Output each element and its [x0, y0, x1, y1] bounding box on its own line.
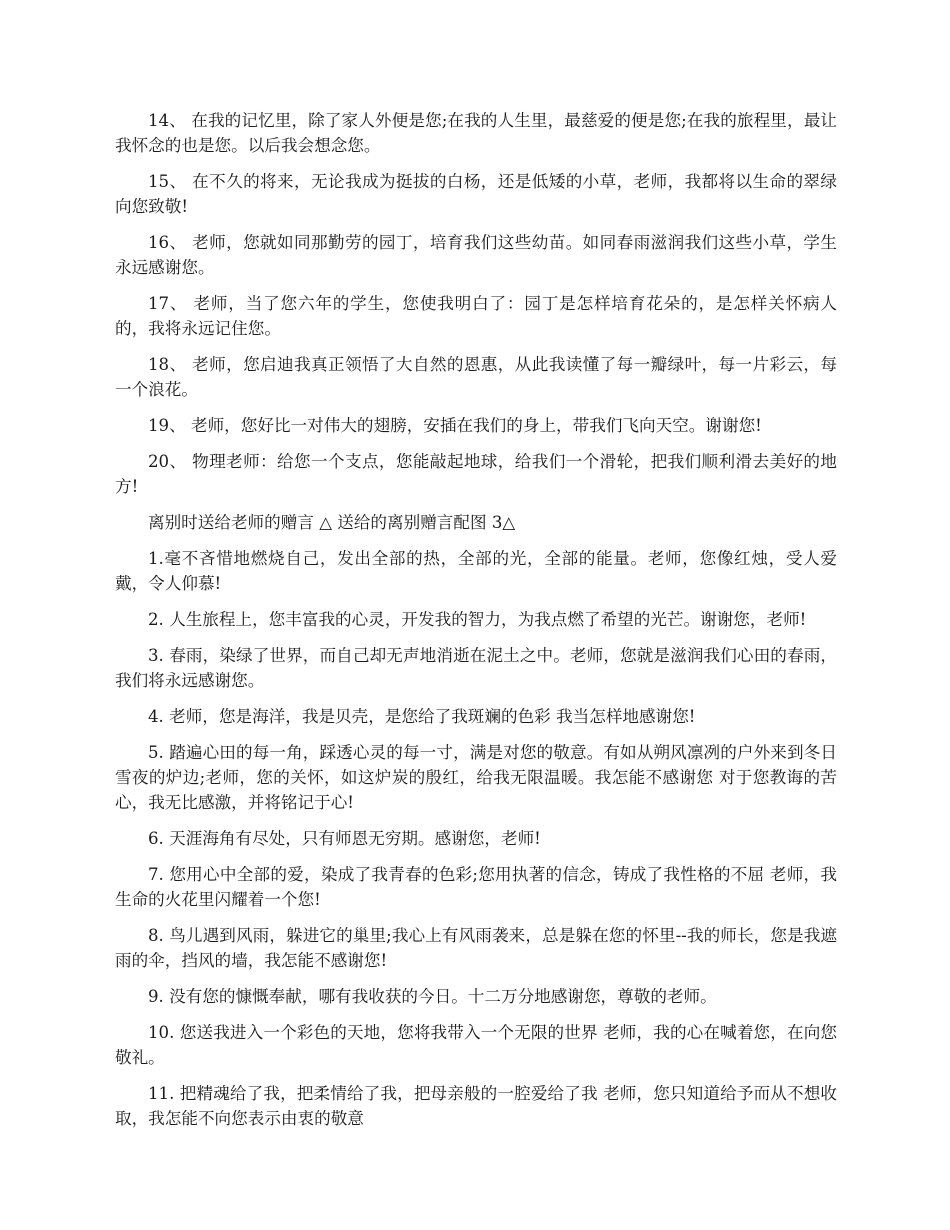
paragraph-15: 15、 在不久的将来，无论我成为挺拔的白杨，还是低矮的小草，老师，我都将以生命的翠绿向您致敬!	[115, 172, 837, 216]
paragraph-20: 20、 物理老师：给您一个支点，您能敲起地球，给我们一个滑轮，把我们顺利滑去美好的地方!	[115, 452, 837, 496]
paragraph-3: 3. 春雨，染绿了世界，而自己却无声地消逝在泥土之中。老师，您就是滋润我们心田的春雨，我们将永远感谢您。	[115, 646, 837, 690]
paragraph-1: 1.毫不吝惜地燃烧自己，发出全部的热，全部的光，全部的能量。老师，您像红烛，受人爱戴，令人仰慕!	[115, 549, 837, 593]
paragraph-7: 7. 您用心中全部的爱，染成了我青春的色彩;您用执著的信念，铸成了我性格的不屈 老师，我生命的火花里闪耀着一个您!	[115, 865, 837, 909]
paragraph-11: 11. 把精魂给了我，把柔情给了我，把母亲般的一腔爱给了我 老师，您只知道给予而从不想收取，我怎能不向您表示由衷的敬意	[115, 1084, 837, 1128]
document-page	[115, 108, 837, 1142]
paragraph-10: 10. 您送我进入一个彩色的天地，您将我带入一个无限的世界 老师，我的心在喊着您，在向您敬礼。	[115, 1023, 837, 1067]
paragraph-18: 18、 老师，您启迪我真正领悟了大自然的恩惠，从此我读懂了每一瓣绿叶，每一片彩云，每一个浪花。	[115, 355, 837, 399]
paragraph-19: 19、 老师，您好比一对伟大的翅膀，安插在我们的身上，带我们飞向天空。谢谢您!	[148, 416, 762, 435]
paragraph-14: 14、 在我的记忆里，除了家人外便是您;在我的人生里，最慈爱的便是您;在我的旅程里，最让我怀念的也是您。以后我会想念您。	[115, 111, 837, 155]
paragraph-5: 5. 踏遍心田的每一角，踩透心灵的每一寸，满是对您的敬意。有如从朔风凛冽的户外来到冬日雪夜的炉边;老师，您的关怀，如这炉炭的殷红，给我无限温暖。我怎能不感谢您 对于您教诲的苦心，我无比感激，并将铭记于心!	[115, 743, 837, 812]
paragraph-17: 17、 老师，当了您六年的学生，您使我明白了：园丁是怎样培育花朵的，是怎样关怀病人的，我将永远记住您。	[115, 294, 837, 338]
paragraph-8: 8. 鸟儿遇到风雨，躲进它的巢里;我心上有风雨袭来，总是躲在您的怀里--我的师长，您是我遮雨的伞，挡风的墙，我怎能不感谢您!	[115, 926, 837, 970]
paragraph-4: 4. 老师，您是海洋，我是贝壳，是您给了我斑斓的色彩 我当怎样地感谢您!	[148, 707, 696, 726]
section-heading: 离别时送给老师的赠言 △ 送给的离别赠言配图 3△	[148, 513, 516, 532]
paragraph-2: 2. 人生旅程上，您丰富我的心灵，开发我的智力，为我点燃了希望的光芒。谢谢您，老师!	[148, 610, 807, 629]
paragraph-16: 16、 老师，您就如同那勤劳的园丁，培育我们这些幼苗。如同春雨滋润我们这些小草，学生永远感谢您。	[115, 233, 837, 277]
paragraph-9: 9. 没有您的慷慨奉献，哪有我收获的今日。十二万分地感谢您，尊敬的老师。	[148, 987, 717, 1006]
paragraph-6: 6. 天涯海角有尽处，只有师恩无穷期。感谢您，老师!	[148, 829, 541, 848]
